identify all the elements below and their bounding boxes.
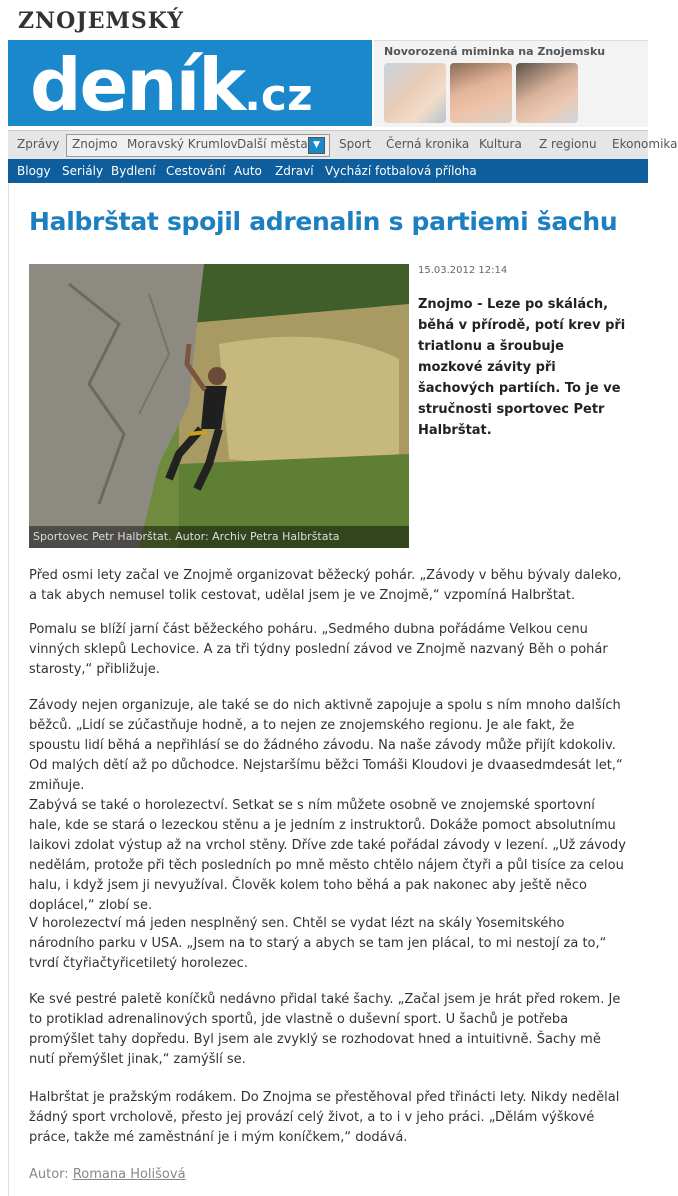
nav-item-fotbalova-priloha[interactable]: Vychází fotbalová příloha <box>325 164 477 178</box>
baby-photo-1[interactable] <box>384 63 446 123</box>
photo-caption: Sportovec Petr Halbrštat. Autor: Archiv Petra Halbrštata <box>29 526 409 548</box>
nav-item-dalsi-mesta[interactable]: Další města <box>237 137 308 151</box>
nav-item-bydleni[interactable]: Bydlení <box>111 164 156 178</box>
article-paragraph: V horolezectví má jeden nesplněný sen. Chtěl se vydat lézt na skály Yosemitského národního parku v USA. „Jsem na to starý a abych se tam jen plácal, to mi nestojí za to,“ tvrdí čtyřiačtyřicetiletý horolezec. <box>29 916 607 971</box>
logo-tld: .cz <box>244 70 313 121</box>
article-paragraph: Závody nejen organizuje, ale také se do nich aktivně zapojuje a spolu s ním mnoho dalších běžců. „Lidí se zúčastňuje hodně, a to nejen ze znojemského regionu. Je ale fakt, že spoustu lidí běhá a nepřihlásí se do žádného závodu. Na naše závody může přijít kdokoliv. Od malých dětí až po důchodce. Nejstaršímu běžci Tomáši Kloudovi je dvaasedmdesát let,“ zmiňuje. <box>29 698 623 793</box>
article-perex: Znojmo - Leze po skálách, běhá v přírodě, potí krev při triatlonu a šroubuje mozkové závity při šachových partiích. To je ve stručnosti sportovec Petr Halbrštat. <box>418 297 626 438</box>
promo-title: Novorozená miminka na Znojemsku <box>384 45 606 58</box>
article-date: 15.03.2012 12:14 <box>418 265 508 276</box>
region-name: ZNOJEMSKÝ <box>18 8 184 34</box>
secondary-nav <box>8 159 648 183</box>
primary-nav <box>8 130 678 160</box>
nav-item-zpravy[interactable]: Zprávy <box>17 137 60 151</box>
baby-photo-3[interactable] <box>516 63 578 123</box>
article-paragraph: Zabývá se také o horolezectví. Setkat se s ním můžete osobně ve znojemské sportovní hale, kde se stará o lezeckou stěnu a je jedním z instruktorů. Dokáže pomoct absolutnímu laikovi zdolat výstup až na vrchol stěny. Dříve zde také pořádal závody v lezení. „Už závody nedělám, protože při těch posledních po mně město chtělo nájem čtyři a půl tisíce za celou halu, i když jsem ji nevyužíval. Člověk kolem toho běhá a pak nakonec aby ještě něco doplácel,“ zlobí se. <box>29 798 626 913</box>
nav-item-moravsky-krumlov[interactable]: Moravský Krumlov <box>127 137 238 151</box>
nav-item-ekonomika[interactable]: Ekonomika <box>612 137 678 151</box>
logo-main: deník <box>30 43 245 127</box>
article-photo[interactable] <box>29 264 409 548</box>
author-link[interactable]: Romana Holišová <box>72 1167 186 1182</box>
nav-item-kultura[interactable]: Kultura <box>479 137 522 151</box>
nav-item-blogy[interactable]: Blogy <box>17 164 51 178</box>
climbing-photo <box>29 264 409 548</box>
nav-item-cestovani[interactable]: Cestování <box>166 164 226 178</box>
nav-item-serialy[interactable]: Seriály <box>62 164 104 178</box>
top-bar <box>0 0 648 40</box>
chevron-down-icon[interactable]: ▼ <box>308 137 325 154</box>
site-logo[interactable] <box>8 40 372 126</box>
article-author <box>29 1167 186 1182</box>
article-paragraph: Pomalu se blíží jarní část běžeckého poháru. „Sedmého dubna pořádáme Velkou cenu vinných sklepů Lechovice. A za tři týdny poslední závod ve Znojmě nazvaný Běh o pohár starosty,“ přibližuje. <box>29 622 608 677</box>
nav-item-auto[interactable]: Auto <box>234 164 262 178</box>
author-label: Autor: <box>29 1167 69 1182</box>
newborns-promo[interactable] <box>374 40 648 127</box>
nav-item-z-regionu[interactable]: Z regionu <box>539 137 597 151</box>
article-paragraph: Před osmi lety začal ve Znojmě organizovat běžecký pohár. „Závody v běhu bývaly daleko, a tak abych nemusel tolik cestovat, udělal jsem je ve Znojmě,“ vzpomíná Halbrštat. <box>29 568 622 603</box>
article-paragraph: Halbrštat je pražským rodákem. Do Znojma se přestěhoval před třinácti lety. Nikdy nedělal žádný sport vrcholově, přesto jej provází celý život, a to i v jeho práci. „Dělám výškové práce, takže mé zaměstnání je i mým koníčkem,“ dodává. <box>29 1090 620 1145</box>
nav-item-cerna-kronika[interactable]: Černá kronika <box>386 137 470 151</box>
nav-item-zdravi[interactable]: Zdraví <box>275 164 314 178</box>
article-title: Halbrštat spojil adrenalin s partiemi šachu <box>29 207 618 236</box>
nav-item-sport[interactable]: Sport <box>339 137 372 151</box>
article-paragraph: Ke své pestré paletě koníčků nedávno přidal také šachy. „Začal jsem je hrát před rokem. Je to protiklad adrenalinových sportů, jde vlastně o duševní sport. U šachů je potřeba promýšlet tahy dopředu. Byl jsem ale zvyklý se rozhodovat hned a intuitivně. Šachy mě nutí přemýšlet jinak,“ zamýšlí se. <box>29 992 621 1067</box>
baby-photo-2[interactable] <box>450 63 512 123</box>
nav-item-znojmo[interactable]: Znojmo <box>72 137 118 151</box>
